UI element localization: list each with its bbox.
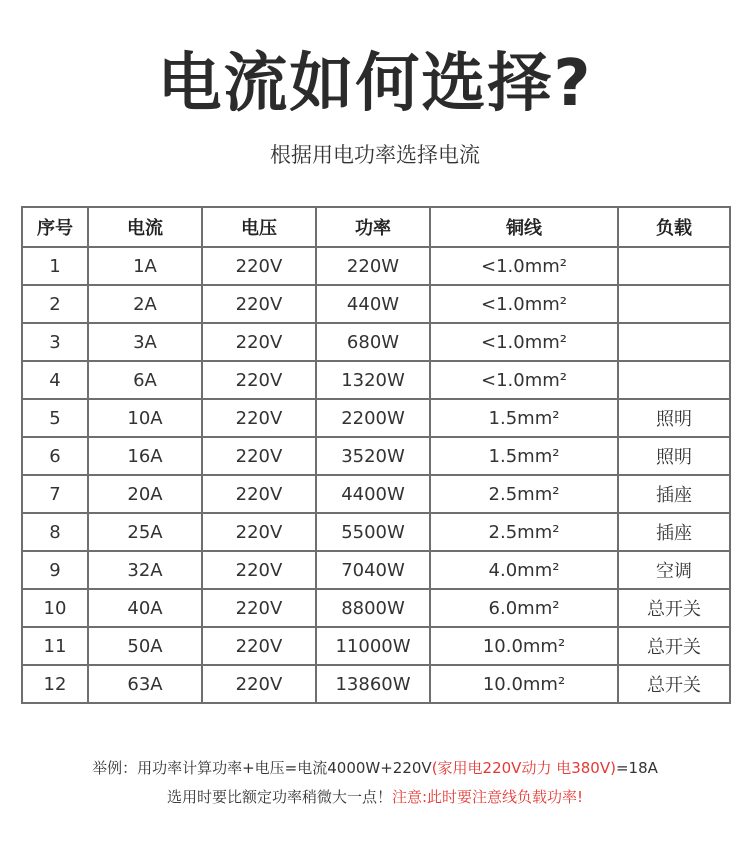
- cell-index: 2: [22, 285, 88, 323]
- footer-example-line: [0, 757, 750, 779]
- header-current: 电流: [88, 207, 202, 247]
- cell-voltage: 220V: [202, 399, 316, 437]
- cell-power: 7040W: [316, 551, 430, 589]
- cell-current: 1A: [88, 247, 202, 285]
- cell-copper-wire: 1.5mm²: [430, 437, 618, 475]
- cell-load: 总开关: [618, 665, 730, 703]
- cell-current: 32A: [88, 551, 202, 589]
- cell-copper-wire: 10.0mm²: [430, 627, 618, 665]
- cell-voltage: 220V: [202, 589, 316, 627]
- cell-index: 11: [22, 627, 88, 665]
- table-row: [22, 399, 730, 437]
- cell-current: 2A: [88, 285, 202, 323]
- cell-index: 7: [22, 475, 88, 513]
- cell-index: 3: [22, 323, 88, 361]
- cell-copper-wire: <1.0mm²: [430, 361, 618, 399]
- cell-power: 2200W: [316, 399, 430, 437]
- cell-current: 25A: [88, 513, 202, 551]
- header-index: 序号: [22, 207, 88, 247]
- table-row: [22, 627, 730, 665]
- cell-voltage: 220V: [202, 475, 316, 513]
- cell-load: 总开关: [618, 589, 730, 627]
- current-selection-table: [21, 206, 731, 704]
- cell-load: [618, 285, 730, 323]
- cell-power: 440W: [316, 285, 430, 323]
- cell-index: 9: [22, 551, 88, 589]
- cell-index: 1: [22, 247, 88, 285]
- cell-load: 插座: [618, 475, 730, 513]
- cell-copper-wire: <1.0mm²: [430, 285, 618, 323]
- table-row: [22, 323, 730, 361]
- cell-current: 20A: [88, 475, 202, 513]
- cell-voltage: 220V: [202, 665, 316, 703]
- cell-current: 40A: [88, 589, 202, 627]
- page-title: 电流如何选择?: [157, 47, 593, 121]
- cell-load: 照明: [618, 437, 730, 475]
- header-power: 功率: [316, 207, 430, 247]
- table-row: [22, 361, 730, 399]
- footer-warning-text: 注意:此时要注意线负载功率!: [391, 788, 584, 806]
- table-header-row: [22, 207, 730, 247]
- cell-power: 13860W: [316, 665, 430, 703]
- cell-power: 8800W: [316, 589, 430, 627]
- cell-current: 3A: [88, 323, 202, 361]
- cell-power: 5500W: [316, 513, 430, 551]
- table-row: [22, 589, 730, 627]
- cell-index: 4: [22, 361, 88, 399]
- cell-copper-wire: <1.0mm²: [430, 323, 618, 361]
- cell-voltage: 220V: [202, 323, 316, 361]
- cell-power: 680W: [316, 323, 430, 361]
- cell-copper-wire: 2.5mm²: [430, 475, 618, 513]
- cell-index: 6: [22, 437, 88, 475]
- cell-copper-wire: 6.0mm²: [430, 589, 618, 627]
- footer-example-text: 举例：用功率计算功率+电压=电流4000W+220V: [92, 759, 432, 777]
- header-copper-wire: 铜线: [430, 207, 618, 247]
- footer-example-note: (家用电220V动力 电380V): [431, 759, 616, 777]
- footer-tip-line: [0, 786, 750, 808]
- table-row: [22, 475, 730, 513]
- table-row: [22, 437, 730, 475]
- cell-voltage: 220V: [202, 437, 316, 475]
- table-body: [22, 247, 730, 703]
- cell-voltage: 220V: [202, 513, 316, 551]
- cell-copper-wire: <1.0mm²: [430, 247, 618, 285]
- cell-voltage: 220V: [202, 627, 316, 665]
- page-subtitle: 根据用电功率选择电流: [270, 143, 480, 167]
- cell-index: 12: [22, 665, 88, 703]
- table-row: [22, 665, 730, 703]
- cell-index: 10: [22, 589, 88, 627]
- cell-voltage: 220V: [202, 361, 316, 399]
- header-load: 负载: [618, 207, 730, 247]
- cell-current: 16A: [88, 437, 202, 475]
- cell-copper-wire: 2.5mm²: [430, 513, 618, 551]
- cell-power: 3520W: [316, 437, 430, 475]
- cell-copper-wire: 4.0mm²: [430, 551, 618, 589]
- cell-current: 10A: [88, 399, 202, 437]
- cell-load: 照明: [618, 399, 730, 437]
- cell-load: [618, 323, 730, 361]
- table-row: [22, 513, 730, 551]
- cell-voltage: 220V: [202, 285, 316, 323]
- cell-voltage: 220V: [202, 551, 316, 589]
- cell-current: 6A: [88, 361, 202, 399]
- cell-load: 总开关: [618, 627, 730, 665]
- cell-current: 50A: [88, 627, 202, 665]
- cell-power: 1320W: [316, 361, 430, 399]
- cell-copper-wire: 1.5mm²: [430, 399, 618, 437]
- cell-power: 4400W: [316, 475, 430, 513]
- cell-power: 11000W: [316, 627, 430, 665]
- table-row: [22, 247, 730, 285]
- header-voltage: 电压: [202, 207, 316, 247]
- cell-copper-wire: 10.0mm²: [430, 665, 618, 703]
- cell-power: 220W: [316, 247, 430, 285]
- cell-current: 63A: [88, 665, 202, 703]
- cell-load: 插座: [618, 513, 730, 551]
- cell-voltage: 220V: [202, 247, 316, 285]
- table-row: [22, 551, 730, 589]
- cell-load: [618, 247, 730, 285]
- footer-tip-text: 选用时要比额定功率稍微大一点！: [166, 788, 392, 806]
- table-row: [22, 285, 730, 323]
- cell-load: [618, 361, 730, 399]
- cell-index: 8: [22, 513, 88, 551]
- cell-load: 空调: [618, 551, 730, 589]
- cell-index: 5: [22, 399, 88, 437]
- footer-example-result: =18A: [615, 759, 658, 777]
